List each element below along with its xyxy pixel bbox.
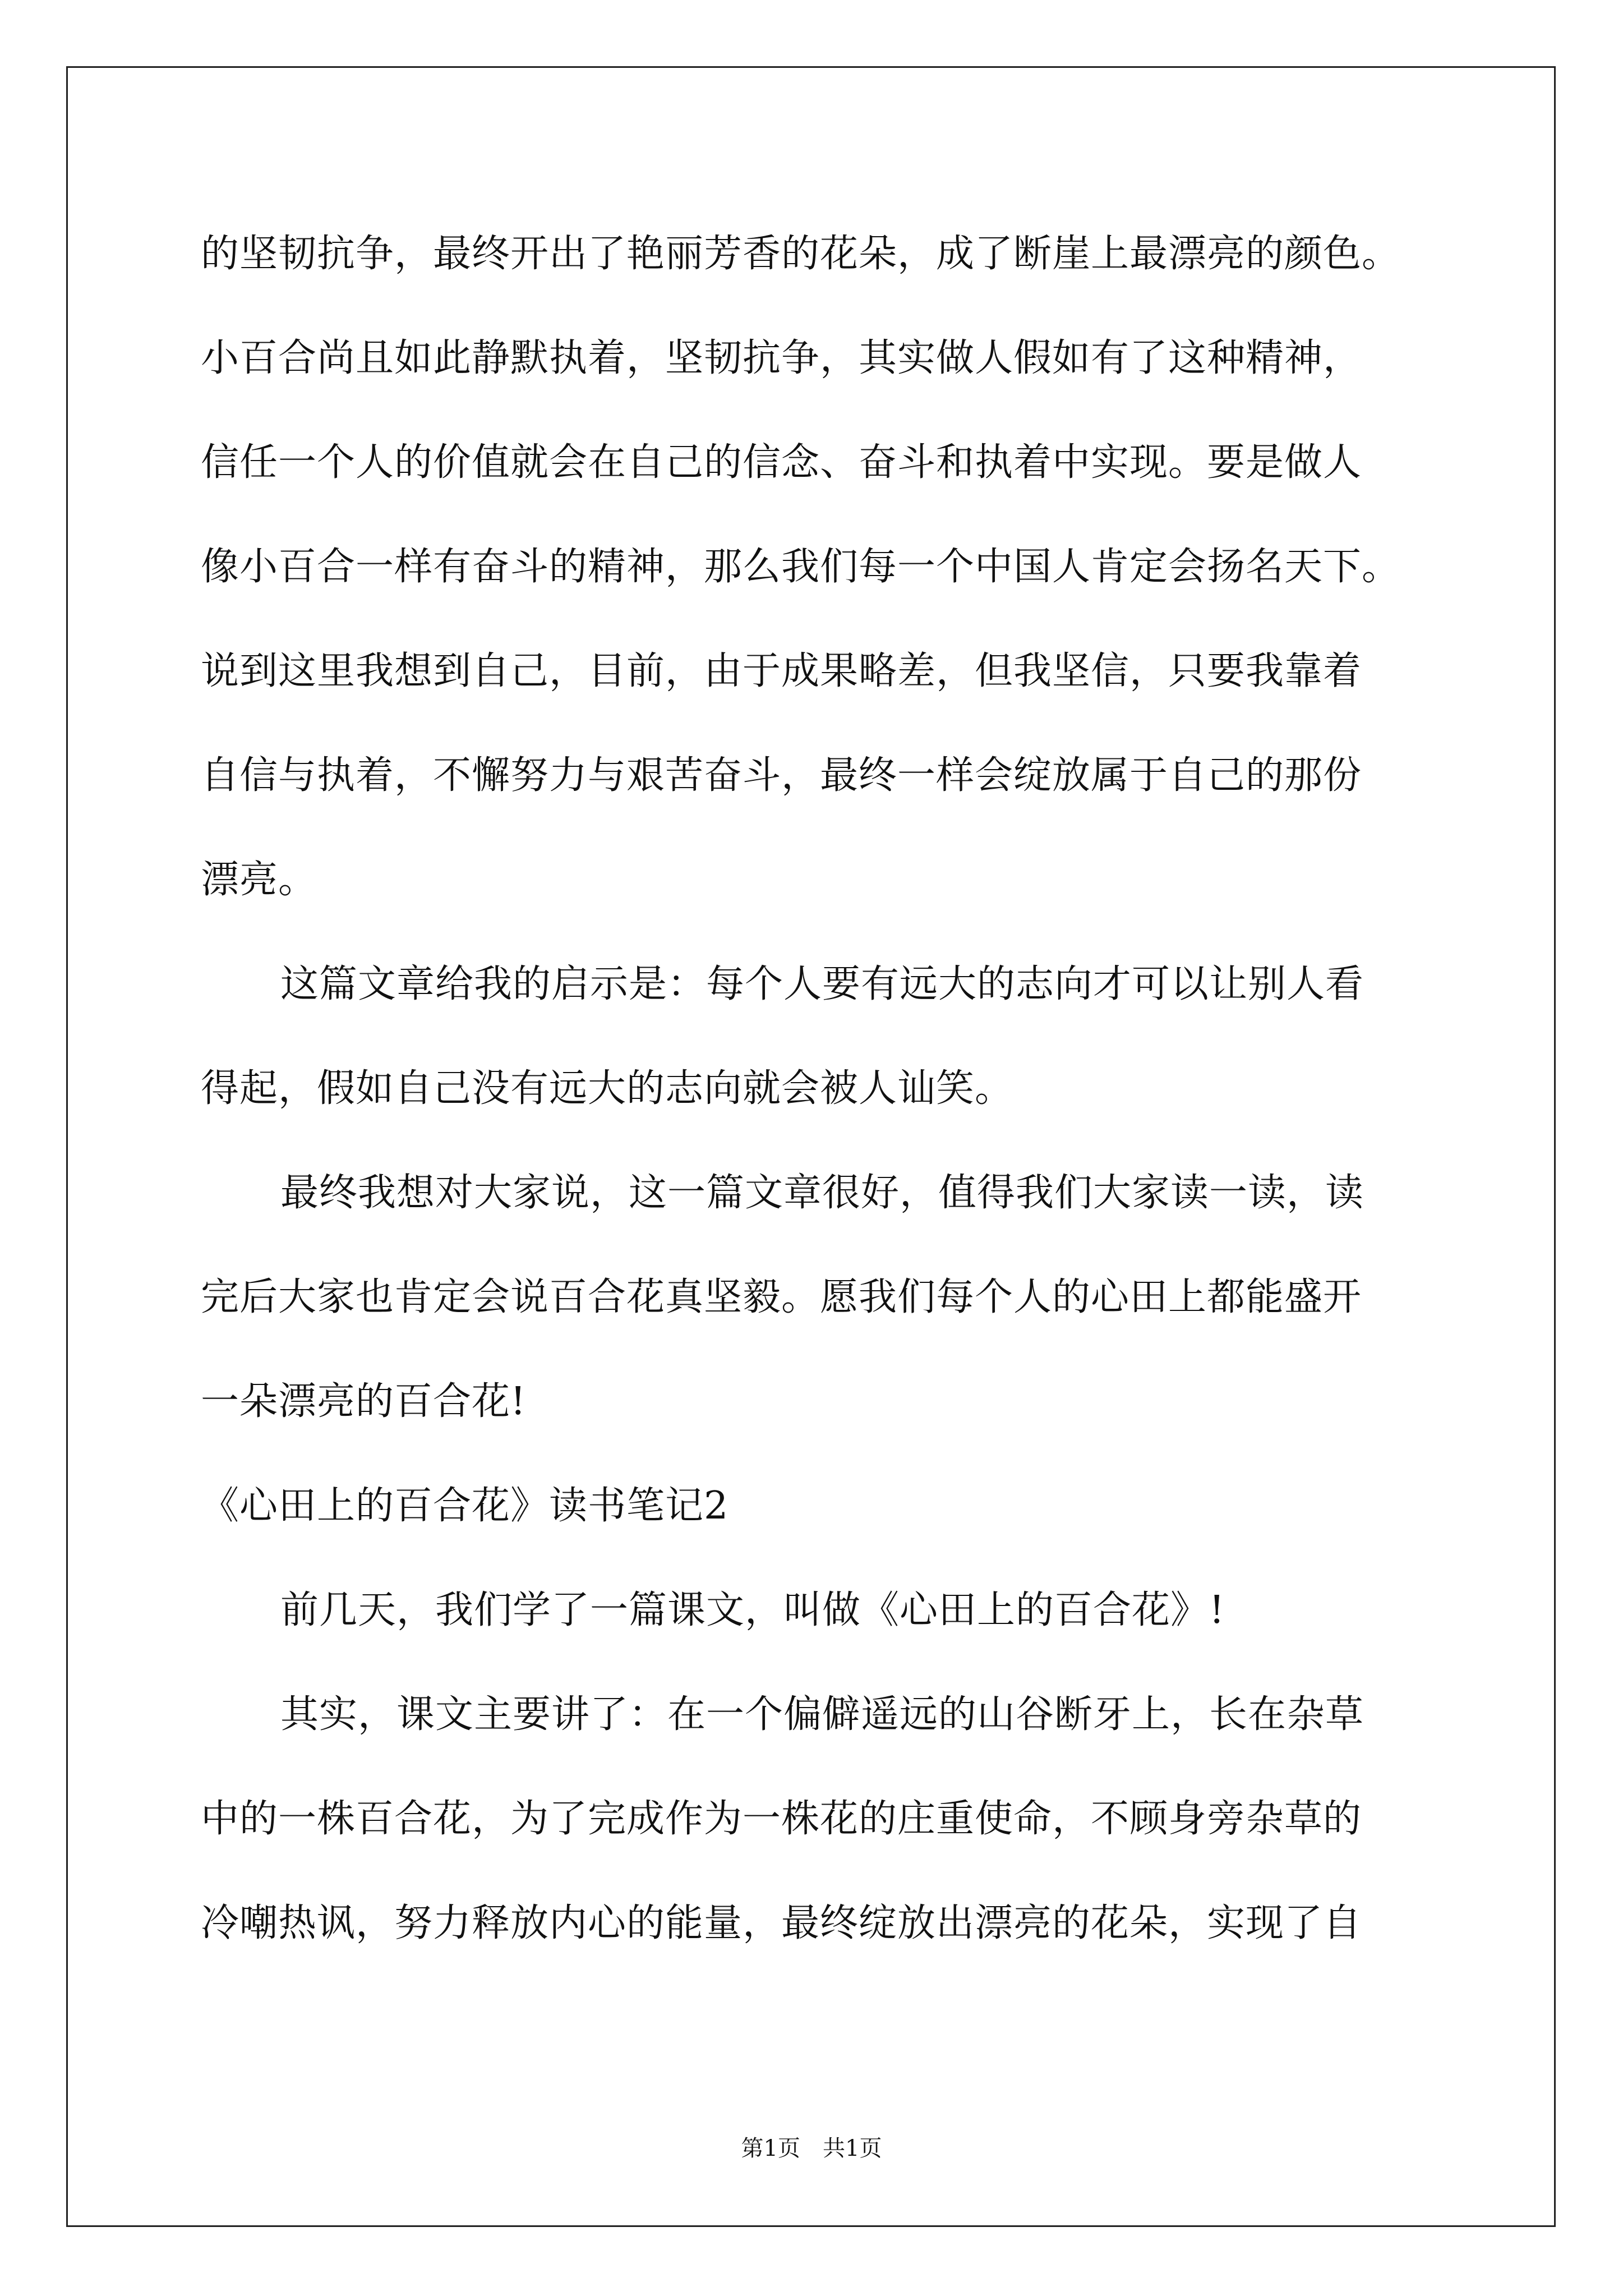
text-line-15: 其实，课文主要讲了：在一个偏僻遥远的山谷断牙上，长在杂草 [280,1692,1364,1737]
document-body [201,202,1446,1976]
text-line-5: 说到这里我想到自己，目前，由于成果略差，但我坚信，只要我靠着 [201,649,1362,693]
text-line-6: 自信与执着，不懈努力与艰苦奋斗，最终一样会绽放属于自己的那份 [201,753,1362,798]
text-line-3: 信任一个人的价值就会在自己的信念、奋斗和执着中实现。要是做人 [201,440,1362,485]
text-line-17: 冷嘲热讽，努力释放内心的能量，最终绽放出漂亮的花朵，实现了自 [201,1901,1362,1945]
text-line-7: 漂亮。 [201,858,317,902]
text-line-11: 完后大家也肯定会说百合花真坚毅。愿我们每个人的心田上都能盛开 [201,1275,1362,1319]
text-line-9: 得起，假如自己没有远大的志向就会被人讪笑。 [201,1066,1014,1111]
text-line-1: 的坚韧抗争，最终开出了艳丽芳香的花朵，成了断崖上最漂亮的颜色。 [201,232,1401,276]
text-line-8: 这篇文章给我的启示是：每个人要有远大的志向才可以让别人看 [280,962,1364,1006]
text-line-10: 最终我想对大家说，这一篇文章很好，值得我们大家读一读，读 [280,1171,1364,1215]
text-line-2: 小百合尚且如此静默执着，坚韧抗争，其实做人假如有了这种精神， [201,336,1362,380]
text-line-14: 前几天，我们学了一篇课文，叫做《心田上的百合花》! [280,1588,1225,1632]
section-heading: 《心田上的百合花》读书笔记2 [201,1484,729,1528]
text-line-12: 一朵漂亮的百合花! [201,1379,527,1424]
page-number-footer: 第1页 共1页 [741,2136,882,2161]
text-line-4: 像小百合一样有奋斗的精神，那么我们每一个中国人肯定会扬名天下。 [201,545,1401,589]
text-line-16: 中的一株百合花，为了完成作为一株花的庄重使命，不顾身旁杂草的 [201,1797,1362,1841]
